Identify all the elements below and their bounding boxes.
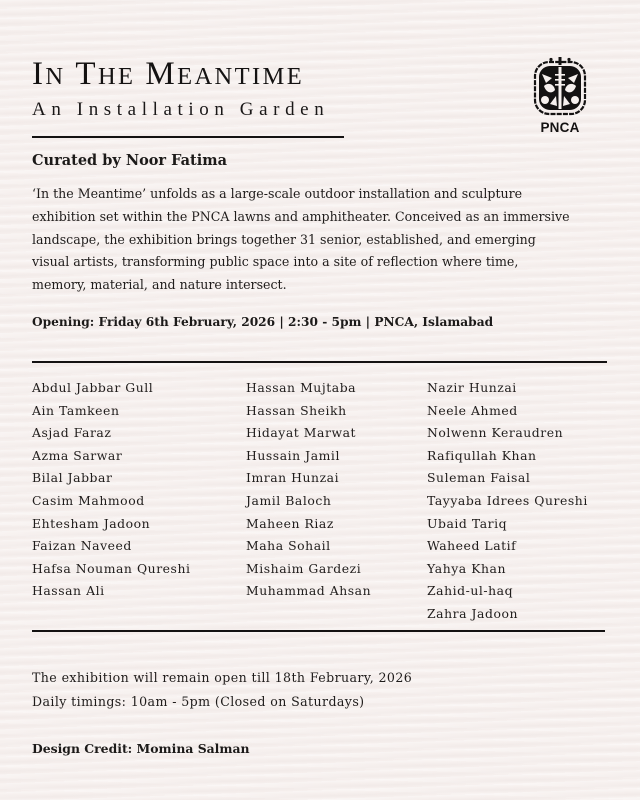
artist-name: Hussain Jamil [246, 447, 340, 463]
description-line: memory, material, and nature intersect. [32, 277, 287, 293]
design-credit: Design Credit: Momina Salman [32, 741, 250, 756]
pnca-logo [532, 56, 588, 138]
title-small-caps: EANTIME [177, 63, 305, 90]
exhibition-description [32, 183, 612, 297]
artists-column-2 [246, 377, 371, 603]
artist-name: Faizan Naveed [32, 538, 132, 554]
description-line: ‘In the Meantime’ unfolds as a large-scale outdoor installation and sculpture [32, 186, 523, 201]
exhibition-dates [32, 666, 412, 713]
artist-name: Hafsa Nouman Qureshi [32, 560, 191, 576]
artist-name: Mishaim Gardezi [246, 560, 362, 576]
artist-name: Rafiqullah Khan [427, 447, 537, 463]
closing-date: The exhibition will remain open till 18th February, 2026 [32, 670, 413, 685]
header-divider [32, 136, 344, 138]
artist-name: Zahid-ul-haq [427, 583, 514, 599]
title-small-caps: N [45, 63, 66, 90]
artist-name: Casim Mahmood [32, 492, 145, 508]
artist-name: Nazir Hunzai [427, 380, 517, 395]
artists-bottom-divider [32, 630, 605, 632]
artist-name: Maheen Riaz [246, 515, 334, 531]
artist-name: Imran Hunzai [246, 470, 340, 486]
artist-name: Hidayat Marwat [246, 425, 357, 441]
description-line: visual artists, transforming public space into a site of reflection where time, [32, 254, 519, 270]
artist-name: Azma Sarwar [32, 447, 123, 463]
title-initial: M [145, 56, 178, 92]
artist-name: Jamil Baloch [246, 492, 332, 508]
title-initial: I [32, 56, 46, 92]
artist-name: Waheed Latif [427, 538, 517, 554]
artist-name: Maha Sohail [246, 538, 331, 554]
pnca-emblem-icon [532, 56, 588, 118]
opening-details: Opening: Friday 6th February, 2026 | 2:30 - 5pm | PNCA, Islamabad [32, 315, 494, 329]
artist-name: Asjad Faraz [32, 425, 112, 441]
artist-name: Bilal Jabbar [32, 470, 113, 486]
title-initial: T [75, 56, 98, 92]
artist-name: Hassan Ali [32, 583, 105, 599]
artists-column-1 [32, 377, 191, 603]
artist-name: Muhammad Ahsan [246, 583, 372, 599]
artists-column-3 [427, 377, 588, 626]
curator-heading: Curated by Noor Fatima [32, 152, 227, 169]
artist-name: Tayyaba Idrees Qureshi [427, 492, 588, 508]
artist-name: Suleman Faisal [427, 470, 531, 486]
description-line: exhibition set within the PNCA lawns and amphitheater. Conceived as an immersive [32, 208, 570, 224]
artist-name: Hassan Sheikh [246, 402, 347, 418]
artist-name: Neele Ahmed [427, 402, 518, 418]
artist-name: Ain Tamkeen [32, 402, 120, 418]
page-title [32, 56, 304, 95]
artist-name: Hassan Mujtaba [246, 380, 357, 395]
artist-name: Ehtesham Jadoon [32, 515, 151, 531]
artist-name: Yahya Khan [427, 560, 507, 576]
daily-timings: Daily timings: 10am - 5pm (Closed on Saturdays) [32, 693, 365, 709]
artists-top-divider [32, 361, 607, 363]
artist-name: Ubaid Tariq [427, 515, 508, 531]
artist-name: Nolwenn Keraudren [427, 425, 564, 441]
title-small-caps: HE [97, 63, 136, 90]
page-subtitle: An Installation Garden [32, 99, 330, 120]
pnca-logo-label: PNCA [540, 120, 580, 135]
description-line: landscape, the exhibition brings together 31 senior, established, and emerging [32, 231, 536, 247]
artist-name: Abdul Jabbar Gull [32, 380, 154, 395]
artist-name: Zahra Jadoon [427, 605, 519, 621]
